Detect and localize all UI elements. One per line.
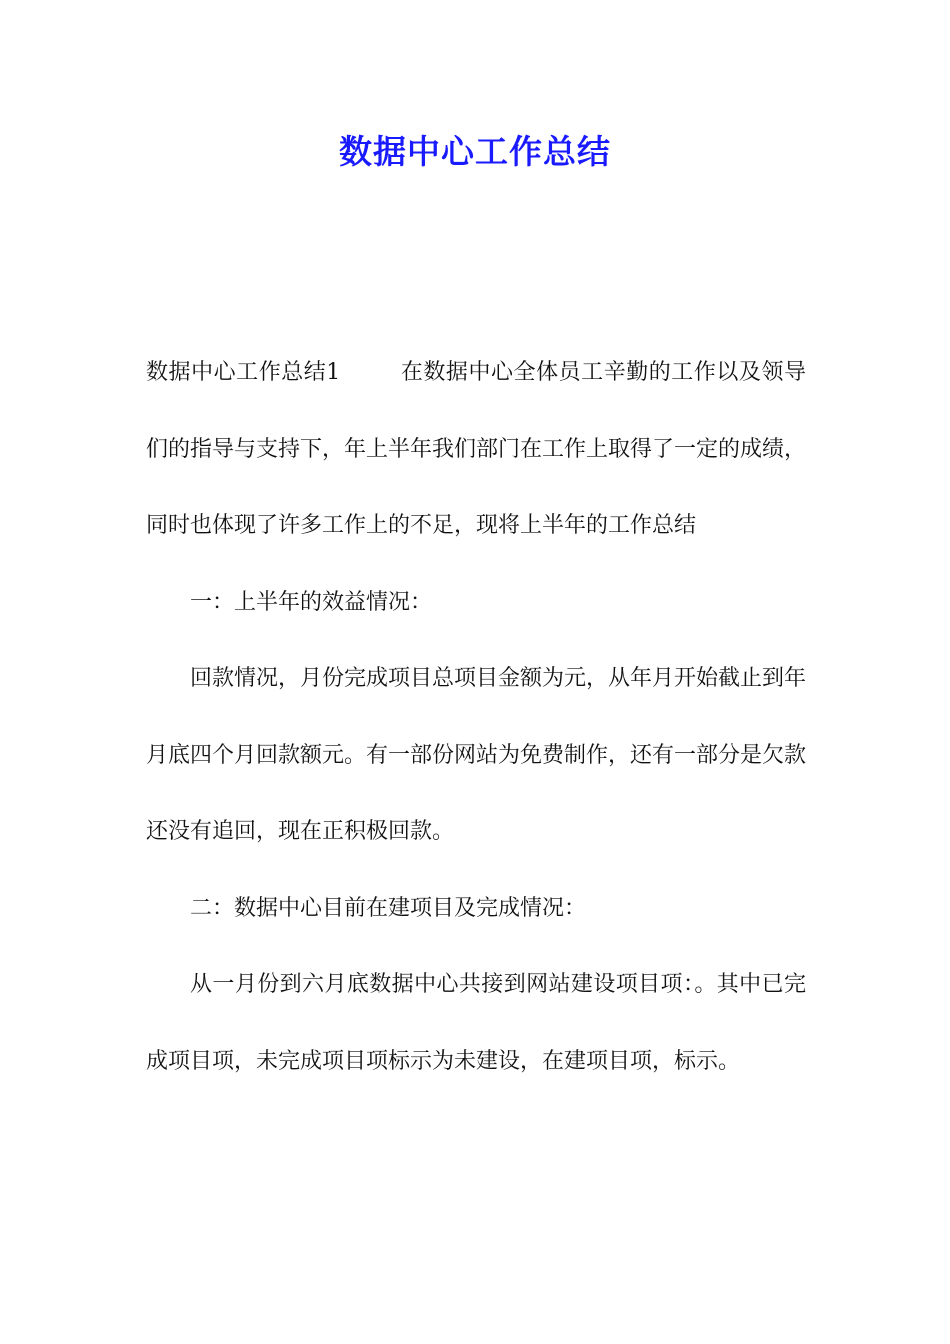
intro-text: 在数据中心全体员工辛勤的工作以及领导们的指导与支持下，年上半年我们部门在工作上取得了一定的成绩，同时也体现了许多工作上的不足，现将上半年的工作总结 xyxy=(146,360,807,538)
document-title: 数据中心工作总结 xyxy=(339,132,611,171)
document-body xyxy=(146,335,806,1100)
intro-label: 数据中心工作总结1 xyxy=(146,360,341,385)
section-1-paragraph: 回款情况，月份完成项目总项目金额为元，从年月开始截止到年月底四个月回款额元。有一部份网站为免费制作，还有一部分是欠款还没有追回，现在正积极回款。 xyxy=(146,666,807,844)
section-2-paragraph: 从一月份到六月底数据中心共接到网站建设项目项：。其中已完成项目项，未完成项目项标示为未建设，在建项目项，标示。 xyxy=(146,972,806,1074)
intro-paragraph xyxy=(146,335,806,565)
section-2-heading: 二：数据中心目前在建项目及完成情况： xyxy=(190,895,587,921)
section-1-heading: 一：上半年的效益情况： xyxy=(190,589,433,615)
